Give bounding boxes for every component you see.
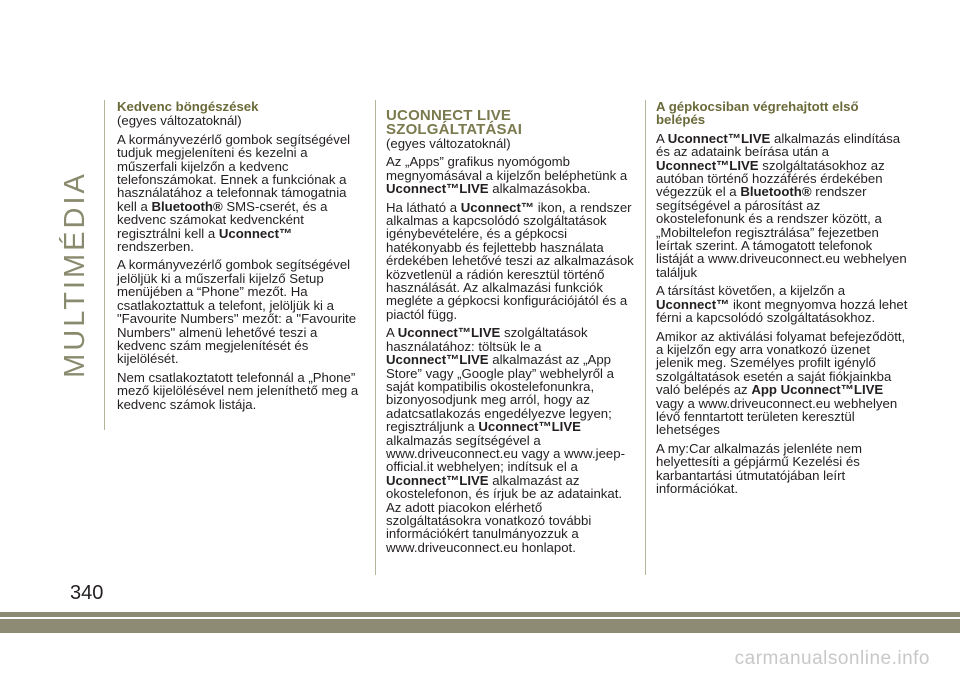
bold-text: Bluetooth® bbox=[740, 184, 812, 200]
section-heading: A gépkocsiban végrehajtott első belépés bbox=[656, 99, 859, 128]
text: szolgáltatások használatához: töltsük le a bbox=[386, 325, 588, 354]
text: A bbox=[386, 325, 398, 341]
bold-text: Uconnect™LIVE bbox=[386, 352, 489, 368]
bold-text: Uconnect™LIVE bbox=[656, 157, 759, 173]
column-divider bbox=[104, 100, 105, 430]
paragraph bbox=[656, 330, 908, 437]
paragraph bbox=[117, 133, 369, 254]
text: ikont megnyomva hozzá lehet férni a kapcsolódó szolgáltatásokhoz. bbox=[656, 296, 908, 326]
bold-text: Uconnect™ bbox=[218, 225, 293, 241]
text: Amikor az aktiválási folyamat befejeződött, a kijelzőn egy arra vonatkozó üzenet jelenik meg. Személyes profilt igénylő szolgáltatások esetén a saját fiókjainkba való belépés az bbox=[656, 328, 906, 398]
text: A bbox=[656, 130, 668, 146]
bold-text: Bluetooth® bbox=[151, 198, 223, 214]
bold-text: Uconnect™LIVE bbox=[478, 419, 581, 435]
section-heading: Kedvenc böngészések bbox=[117, 99, 259, 114]
text: vagy a www.driveuconnect.eu webhelyen lévő fenntartott területen keresztül lehetséges bbox=[656, 395, 898, 438]
footer-bar bbox=[0, 612, 960, 617]
bold-text: App Uconnect™LIVE bbox=[751, 382, 884, 398]
bold-text: Uconnect™LIVE bbox=[386, 181, 489, 197]
text: rendszer segítségével a párosítást az okostelefonunk és a rendszer között, a „Mobiltelefon regisztrálása” fejezetben leírtak szerint. A támogatott telefonok listáját a www.driveuconnect.eu webhelyen találjuk bbox=[656, 184, 907, 280]
text: alkalmazásokba. bbox=[488, 181, 591, 197]
section-heading-line2: SZOLGÁLTATÁSAI bbox=[386, 121, 523, 138]
text: alkalmazást az „App Store” vagy „Google play” webhelyről a saját kompatibilis okostelefonunkra, bizonyosodjunk meg arról, hogy az adatcsatlakozás engedélyezve legyen; regisztráljunk a bbox=[386, 352, 614, 435]
paragraph: A my:Car alkalmazás jelenléte nem helyettesíti a gépjármű Kezelési és karbantartási útmutatójában leírt információkat. bbox=[656, 440, 862, 496]
section-side-label bbox=[55, 98, 95, 378]
watermark: carmanualsonline.info bbox=[734, 648, 930, 669]
bold-text: Uconnect™LIVE bbox=[397, 325, 501, 341]
paragraph: Nem csatlakoztatott telefonnál a „Phone” mező kijelölésével nem jeleníthető meg a kedvenc számok listája. bbox=[117, 369, 359, 412]
bold-text: Uconnect™ bbox=[460, 199, 535, 215]
paragraph bbox=[386, 201, 638, 322]
page-number: 340 bbox=[70, 582, 104, 604]
text: ikon, a rendszer alkalmas a kapcsolódó szolgáltatások igénybevételére, és a gépkocsi hatékonyabb és fejlettebb használata érdekében lehetővé teszi az alkalmazások közvetlenül a rádión keresztül történő használását. Az alkalmazási funkciók megléte a gépkocsi konfigurációjától és a piactól függ. bbox=[386, 199, 634, 322]
text: rendszerben. bbox=[117, 239, 194, 255]
section-heading-line1: UCONNECT LIVE bbox=[386, 107, 512, 124]
section-subtitle: (egyes változatoknál) bbox=[386, 136, 511, 151]
text: Ha látható a bbox=[386, 199, 461, 215]
section-subtitle: (egyes változatoknál) bbox=[117, 113, 242, 129]
text: alkalmazást az okostelefonon, és írjuk be az adatainkat. Az adott piacokon elérhető szolgáltatásokra vonatkozó további információkért tanulmányozzuk a www.driveuconnect.eu honlapot. bbox=[386, 472, 623, 555]
bold-text: Uconnect™ bbox=[656, 296, 730, 312]
column-divider bbox=[375, 100, 376, 575]
text: A társítást követően, a kijelzőn a bbox=[656, 283, 846, 299]
text: alkalmazás elindítása és az adataink beírása után a bbox=[656, 130, 901, 160]
paragraph bbox=[656, 132, 908, 279]
paragraph bbox=[656, 284, 908, 324]
paragraph bbox=[386, 155, 638, 195]
text: szolgáltatásokhoz az autóban történő hozzáférés érdekében végezzük el a bbox=[656, 157, 885, 200]
column-divider bbox=[645, 100, 646, 575]
text: SMS-cserét, és a kedvenc számokat kedvencként regisztrálni kell a bbox=[117, 198, 328, 241]
text: A kormányvezérlő gombok segítségével tudjuk megjeleníteni és kezelni a műszerfali kijelzőn a kedvenc telefonszámokat. Ennek a funkciónak a használatához a telefonnak támogatnia kell a bbox=[117, 131, 351, 214]
section-side-label-text: MULTIMÉDIA bbox=[58, 171, 91, 378]
footer-bar bbox=[0, 619, 960, 633]
paragraph bbox=[386, 326, 638, 554]
bold-text: Uconnect™LIVE bbox=[667, 130, 771, 146]
column-uconnect-live bbox=[386, 109, 638, 559]
bold-text: Uconnect™LIVE bbox=[386, 472, 489, 488]
text: Az „Apps” grafikus nyomógomb megnyomásával a kijelzőn beléphetünk a bbox=[386, 154, 628, 183]
text: alkalmazás segítségével a www.driveuconnect.eu vagy a www.jeep-official.it webhelyen; indítsuk el a bbox=[386, 432, 625, 475]
column-favourites bbox=[117, 100, 369, 416]
column-first-access bbox=[656, 100, 908, 500]
paragraph: A kormányvezérlő gombok segítségével jelöljük ki a műszerfali kijelző Setup menüjében a “Phone” mezőt. Ha csatlakoztattuk a telefont, jelöljük ki a "Favourite Numbers" mezőt: a "Favourite Numbers" almenü lehetővé teszi a kedvenc szám megjelenítését és kijelölését. bbox=[117, 257, 357, 367]
